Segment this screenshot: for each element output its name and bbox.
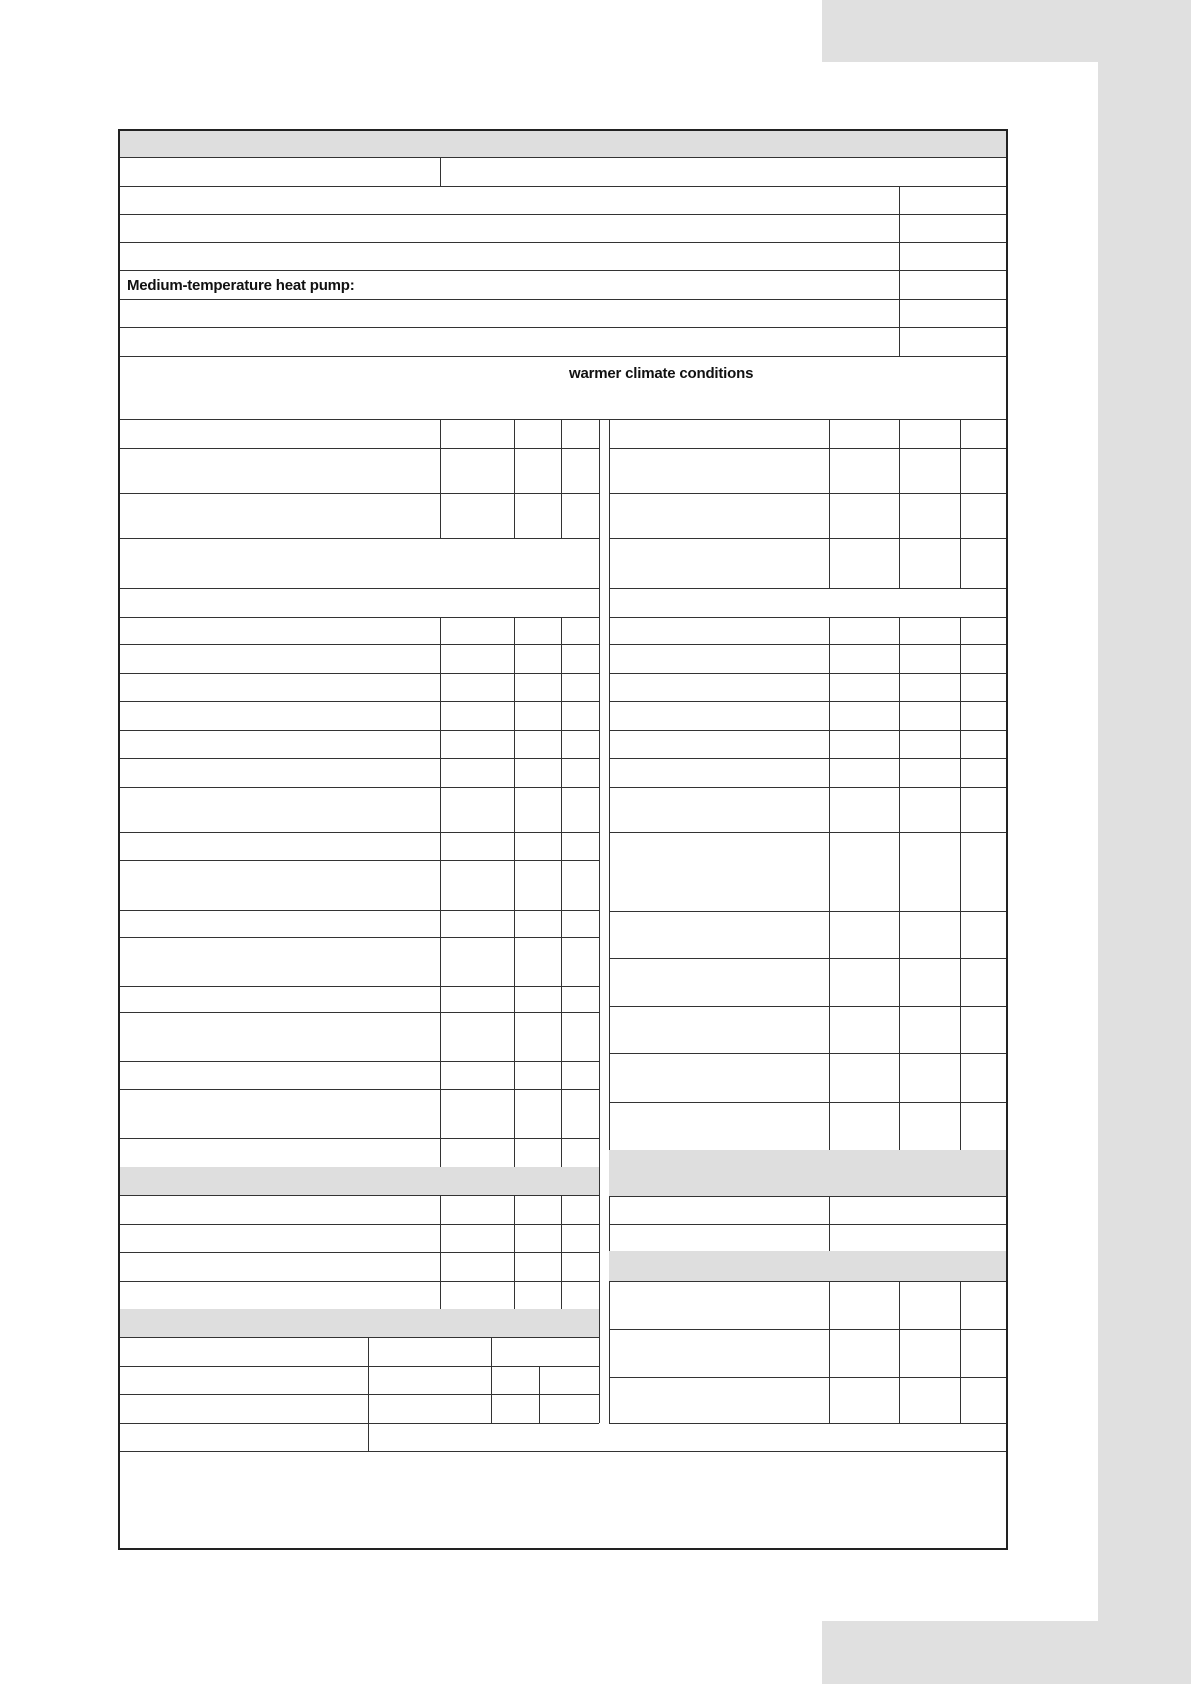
- climate-conditions-label: warmer climate conditions: [569, 365, 754, 382]
- heat-pump-type-label: Medium-temperature heat pump:: [127, 277, 355, 294]
- table-frame: [118, 129, 1008, 1550]
